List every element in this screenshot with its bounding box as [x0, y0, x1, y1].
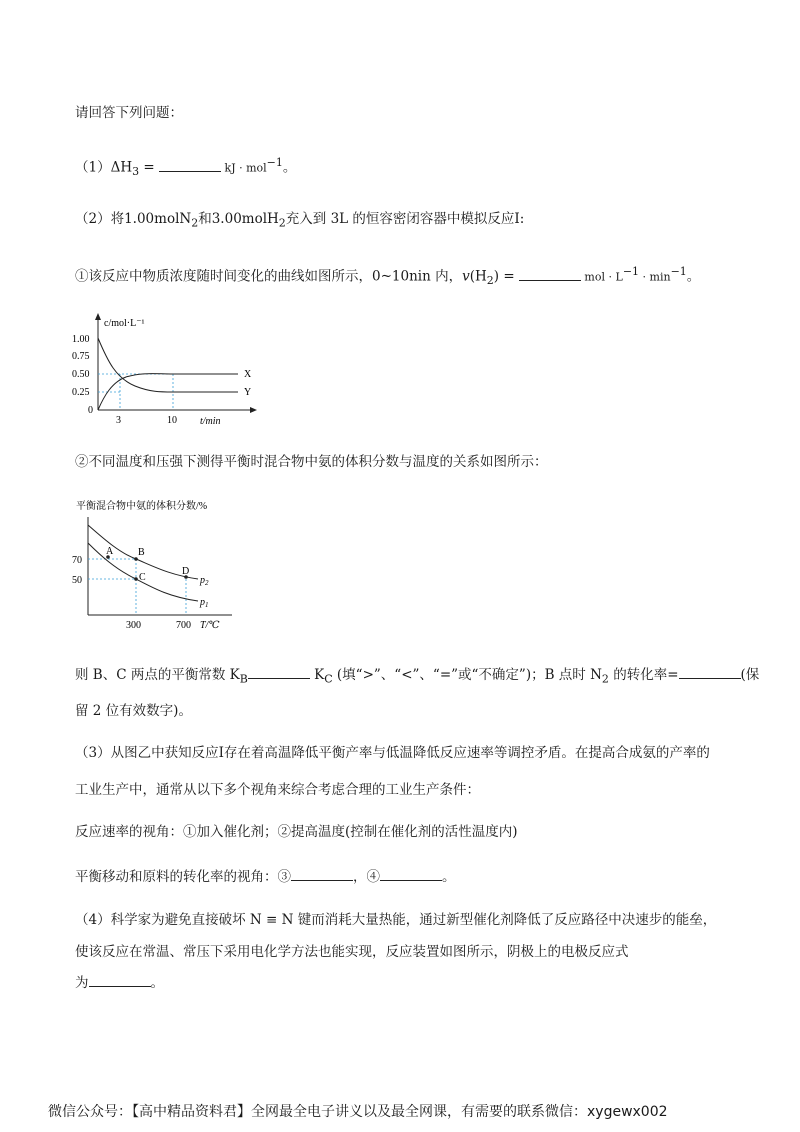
chart2-label-b: B — [138, 547, 145, 558]
chart1-xtick-10: 10 — [167, 415, 177, 426]
q3-line4a: 平衡移动和原料的转化率的视角：③ — [75, 869, 291, 885]
ammonia-fraction-chart — [60, 495, 260, 635]
chart1-y-arrow — [95, 313, 101, 320]
q23-conversion-blank[interactable] — [679, 664, 741, 679]
q21-answer-blank[interactable] — [519, 266, 581, 281]
q3-blank-3[interactable] — [291, 866, 353, 881]
q2-n2-sub: 2 — [191, 216, 199, 230]
chart2-xlabel: T/℃ — [200, 620, 220, 631]
chart2-ylabel: 平衡混合物中氨的体积分数/% — [76, 501, 208, 512]
q3-blank-4[interactable] — [380, 866, 442, 881]
q23-sub-b: B — [239, 672, 248, 686]
q21-sup2: −1 — [670, 265, 687, 278]
question-2 — [75, 209, 524, 234]
q2-rest: 充入到 3L 的恒容密闭容器中模拟反应I: — [285, 211, 525, 227]
chart2-point-c — [134, 577, 138, 581]
q23-a: 则 B、C 两点的平衡常数 K — [75, 667, 240, 683]
q1-prefix: （1）ΔH — [75, 159, 133, 176]
question-3-line2: 工业生产中，通常从以下多个视角来综合考虑合理的工业生产条件： — [75, 782, 480, 798]
chart2-xtick-700: 700 — [176, 620, 191, 631]
q1-sub: 3 — [132, 165, 140, 179]
q4-line3a: 为 — [75, 975, 89, 991]
q2-h2-sub: 2 — [278, 216, 286, 230]
q21-unit2: · min — [639, 270, 671, 284]
q4-answer-blank[interactable] — [89, 972, 151, 987]
footer-text: 微信公众号：【高中精品资料君】全网最全电子讲义以及最全网课，有需要的联系微信：xygewx002 — [48, 1104, 668, 1120]
question-2-3-line2: 留 2 位有效数字)。 — [75, 703, 192, 719]
q23-d: 的转化率= — [608, 667, 679, 683]
concentration-time-chart — [60, 310, 260, 435]
chart1-ytick-025: 0.25 — [72, 387, 90, 398]
q21-text: ①该反应中物质浓度随时间变化的曲线如图所示，0~10nin 内， — [75, 268, 463, 285]
q21-sub: 2 — [486, 274, 494, 288]
chart2-label-p2: $p_2$ — [200, 575, 209, 587]
intro-text: 请回答下列问题： — [75, 105, 183, 121]
question-2-2: ②不同温度和压强下测得平衡时混合物中氨的体积分数与温度的关系如图所示： — [75, 454, 548, 470]
q1-eq: = — [139, 159, 160, 176]
chart2-xtick-300: 300 — [126, 620, 141, 631]
q1-end: 。 — [282, 159, 297, 176]
q21-sup1: −1 — [622, 265, 640, 278]
chart1-label-y: Y — [244, 387, 252, 398]
question-2-3 — [75, 664, 759, 690]
question-2-1 — [75, 262, 700, 291]
q1-answer-blank[interactable] — [159, 157, 221, 172]
question-1 — [75, 153, 296, 182]
chart1-x-arrow — [250, 407, 257, 413]
q1-unit: kJ · mol — [221, 161, 267, 175]
q21-unit: mol · L — [580, 270, 623, 284]
q21-v: v — [462, 268, 470, 285]
chart1-xtick-3: 3 — [116, 415, 121, 426]
chart2-label-c: C — [139, 572, 146, 583]
q4-line3b: 。 — [150, 975, 164, 991]
chart2-label-a: A — [106, 546, 114, 557]
chart1-series-y-curve — [98, 338, 238, 392]
q3-line4b: ，④ — [353, 869, 380, 885]
chart2-ytick-70: 70 — [72, 555, 82, 566]
question-4-line3 — [75, 972, 164, 993]
question-3-line3: 反应速率的视角：①加入催化剂；②提高温度(控制在催化剂的活性温度内) — [75, 824, 518, 840]
q2-mid: 和3.00molH — [198, 211, 279, 227]
chart1-ytick-100: 1.00 — [72, 334, 90, 345]
q23-sub-c: C — [324, 672, 333, 686]
q1-sup: −1 — [266, 156, 283, 169]
q23-e: (保 — [740, 667, 760, 683]
q23-n2-sub: 2 — [601, 672, 609, 686]
chart1-ytick-0: 0 — [88, 405, 93, 416]
q23-b: K — [309, 667, 325, 683]
q3-line4c: 。 — [442, 869, 456, 885]
chart2-label-d: D — [182, 566, 190, 577]
question-3-line4 — [75, 866, 456, 887]
chart1-ytick-050: 0.50 — [72, 369, 90, 380]
chart1-label-x: X — [244, 369, 252, 380]
chart1-ylabel: c/mol·L⁻¹ — [104, 318, 145, 329]
question-3-line1: （3）从图乙中获知反应I存在着高温降低平衡产率与低温降低反应速率等调控矛盾。在提高合成氨的产率的 — [75, 745, 710, 761]
q21-paren: (H — [469, 268, 487, 285]
chart1-ytick-075: 0.75 — [72, 351, 90, 362]
q23-compare-blank[interactable] — [248, 664, 310, 679]
chart1-xlabel: t/min — [200, 416, 221, 427]
q21-end: 。 — [686, 268, 701, 285]
q2-prefix: （2）将1.00molN — [75, 211, 192, 227]
chart2-label-p1: $p_1$ — [200, 597, 209, 609]
question-4-line1: （4）科学家为避免直接破坏 N ≡ N 键而消耗大量热能，通过新型催化剂降低了反应路径中决速步的能垒， — [75, 912, 717, 928]
chart2-ytick-50: 50 — [72, 575, 82, 586]
q21-close: ) = — [493, 268, 519, 285]
question-4-line2: 使该反应在常温、常压下采用电化学方法也能实现，反应装置如图所示，阴极上的电极反应式 — [75, 944, 629, 960]
q23-c: (填“>”、“<”、“=”或“不确定”)；B 点时 N — [332, 667, 602, 683]
